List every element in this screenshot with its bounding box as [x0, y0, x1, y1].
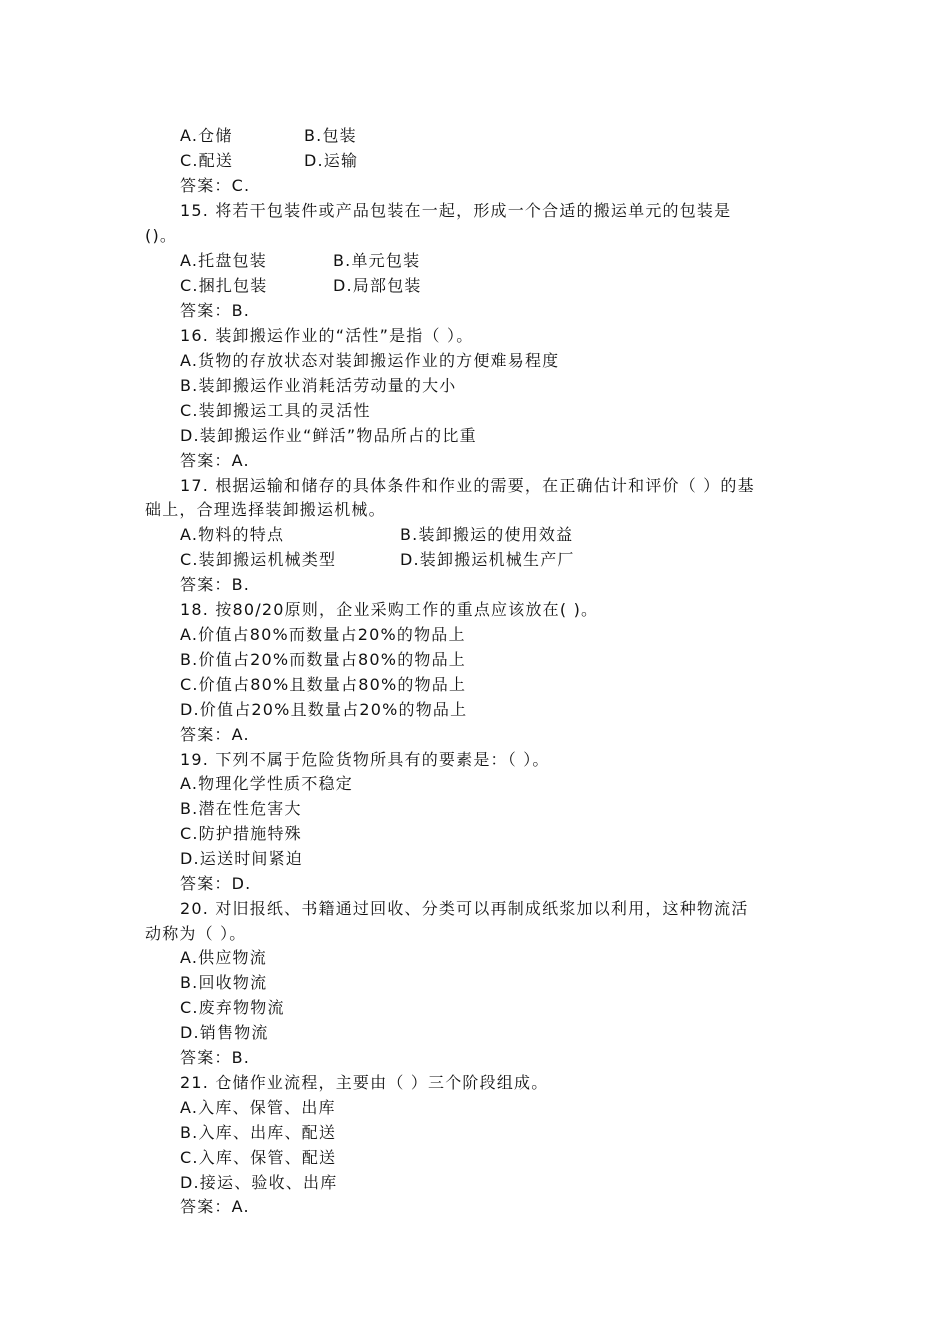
q20-option-d: D.销售物流: [180, 1023, 269, 1042]
q21-stem: 21. 仓储作业流程，主要由（ ）三个阶段组成。: [180, 1073, 549, 1092]
q19-stem: 19. 下列不属于危险货物所具有的要素是：（ ）。: [180, 750, 550, 769]
q14-answer: 答案：C.: [180, 176, 251, 195]
q15-option-a: A.托盘包装: [180, 251, 267, 270]
q17-stem-line-2: 础上，合理选择装卸搬运机械。: [145, 500, 386, 519]
q20-option-b: B.回收物流: [180, 973, 268, 992]
q14-options-row-2: [0, 149, 950, 173]
q19-option-d: D.运送时间紧迫: [180, 849, 304, 868]
q15-options-row-2: [0, 274, 950, 298]
q15-options-row-1: [0, 249, 950, 273]
q16-option-c: C.装卸搬运工具的灵活性: [180, 401, 371, 420]
q16-stem: 16. 装卸搬运作业的“活性”是指（ ）。: [180, 326, 474, 345]
q14-option-a: A.仓储: [180, 126, 233, 145]
q18-stem: 18. 按80/20原则，企业采购工作的重点应该放在( )。: [180, 600, 599, 619]
q19-answer: 答案：D.: [180, 874, 252, 893]
q20-answer: 答案：B.: [180, 1048, 251, 1067]
q21-option-a: A.入库、保管、出库: [180, 1098, 336, 1117]
q20-option-a: A.供应物流: [180, 948, 267, 967]
q17-answer: 答案：B.: [180, 575, 251, 594]
q21-option-b: B.入库、出库、配送: [180, 1123, 337, 1142]
q19-option-a: A.物理化学性质不稳定: [180, 774, 353, 793]
q16-option-a: A.货物的存放状态对装卸搬运作业的方便难易程度: [180, 351, 560, 370]
q18-option-b: B.价值占20%而数量占80%的物品上: [180, 650, 466, 669]
q15-answer: 答案：B.: [180, 301, 251, 320]
q17-option-b: B.装卸搬运的使用效益: [400, 525, 574, 544]
q18-option-d: D.价值占20%且数量占20%的物品上: [180, 700, 468, 719]
q16-answer: 答案：A.: [180, 451, 250, 470]
q14-option-b: B.包装: [304, 126, 357, 145]
q19-option-b: B.潜在性危害大: [180, 799, 302, 818]
q18-option-c: C.价值占80%且数量占80%的物品上: [180, 675, 467, 694]
q15-stem-line-2: ()。: [145, 226, 178, 245]
q20-stem-line-2: 动称为（ ）。: [145, 924, 247, 943]
q14-options-row-1: [0, 124, 950, 148]
q21-option-d: D.接运、验收、出库: [180, 1173, 338, 1192]
q17-options-row-2: [0, 548, 950, 572]
q17-stem-line-1: 17. 根据运输和储存的具体条件和作业的需要，在正确估计和评价（ ）的基: [180, 476, 755, 495]
q20-stem-line-1: 20. 对旧报纸、书籍通过回收、分类可以再制成纸浆加以利用，这种物流活: [180, 899, 749, 918]
q20-option-c: C.废弃物物流: [180, 998, 285, 1017]
q17-option-a: A.物料的特点: [180, 525, 285, 544]
q15-stem-line-1: 15. 将若干包装件或产品包装在一起，形成一个合适的搬运单元的包装是: [180, 201, 732, 220]
q17-option-c: C.装卸搬运机械类型: [180, 550, 337, 569]
q16-option-b: B.装卸搬运作业消耗活劳动量的大小: [180, 376, 457, 395]
q21-option-c: C.入库、保管、配送: [180, 1148, 337, 1167]
q18-answer: 答案：A.: [180, 725, 250, 744]
q15-option-d: D.局部包装: [333, 276, 422, 295]
q15-option-c: C.捆扎包装: [180, 276, 268, 295]
q17-options-row-1: [0, 523, 950, 547]
q16-option-d: D.装卸搬运作业“鲜活”物品所占的比重: [180, 426, 477, 445]
q15-option-b: B.单元包装: [333, 251, 421, 270]
q21-answer: 答案：A.: [180, 1197, 250, 1216]
q17-option-d: D.装卸搬运机械生产厂: [400, 550, 575, 569]
q18-option-a: A.价值占80%而数量占20%的物品上: [180, 625, 466, 644]
q14-option-d: D.运输: [304, 151, 359, 170]
q14-option-c: C.配送: [180, 151, 234, 170]
q19-option-c: C.防护措施特殊: [180, 824, 302, 843]
